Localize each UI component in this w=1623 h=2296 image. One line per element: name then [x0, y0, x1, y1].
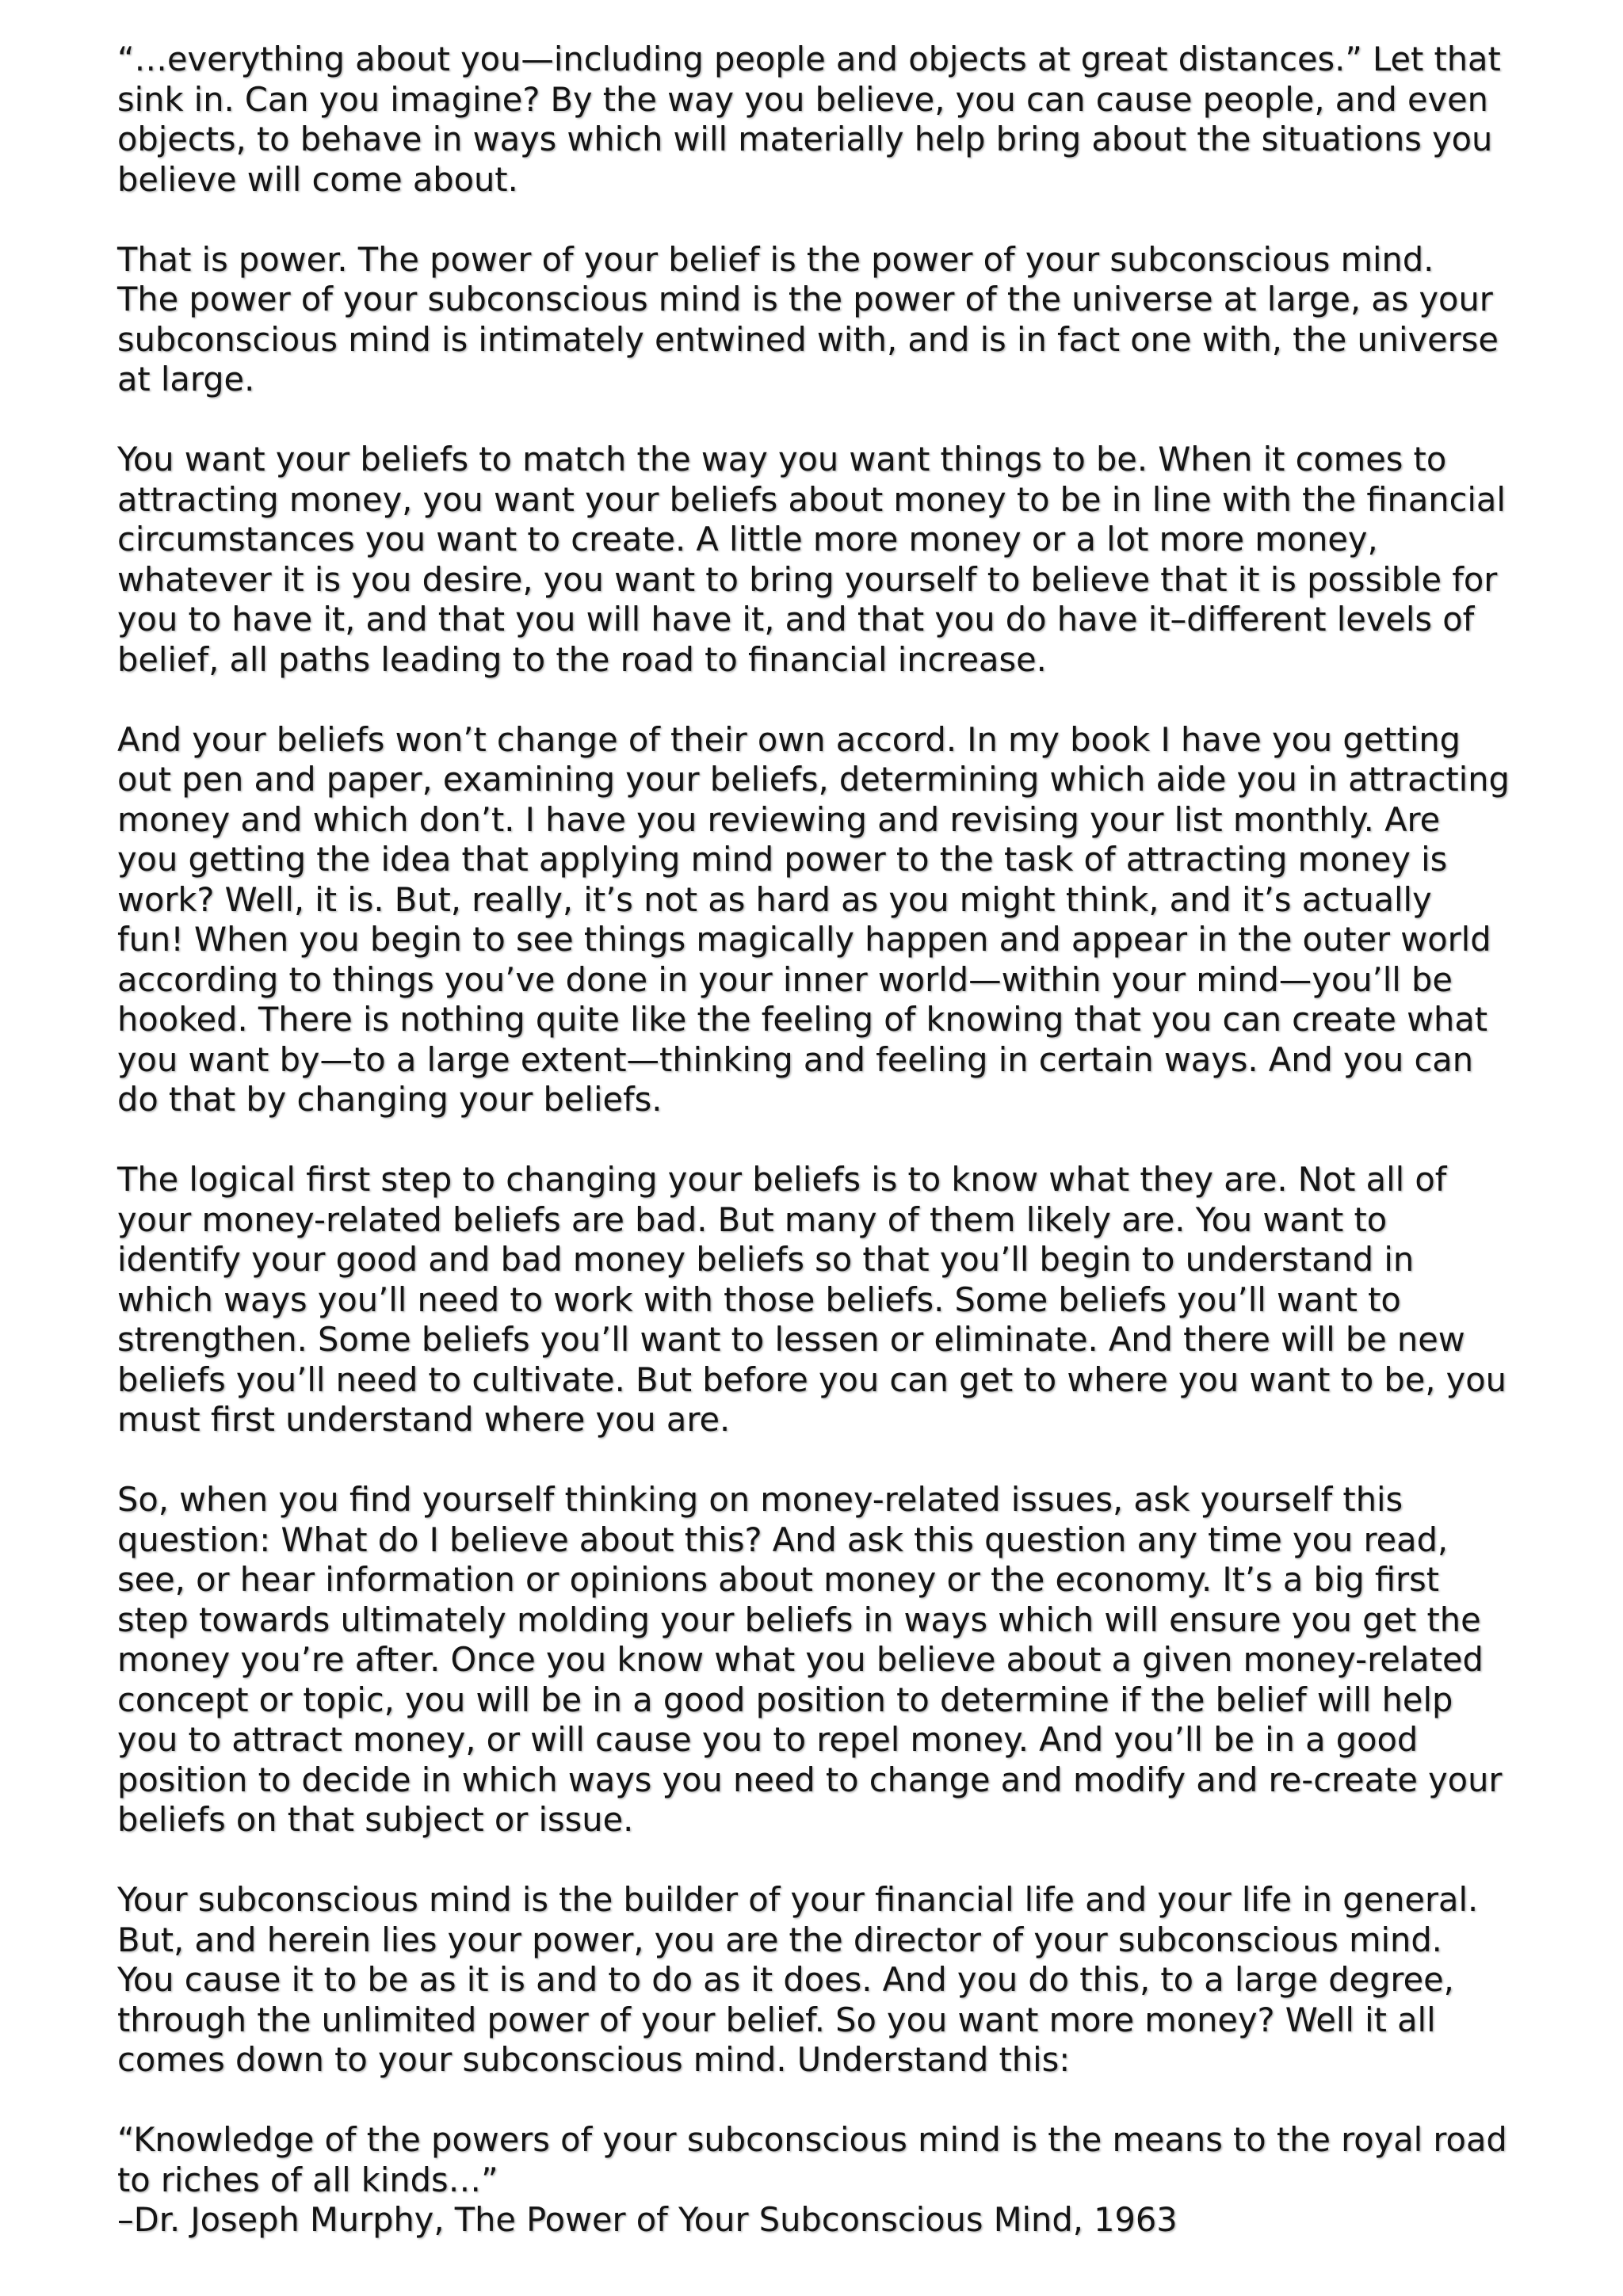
text-line: sink in. Can you imagine? By the way you believe, you can cause people, and even — [117, 79, 1488, 119]
text-line: You want your beliefs to match the way you want things to be. When it comes to — [117, 440, 1447, 479]
quote-attribution: –Dr. Joseph Murphy, The Power of Your Subconscious Mind, 1963 — [117, 2200, 1178, 2239]
text-line: The power of your subconscious mind is the power of the universe at large, as your — [117, 280, 1493, 318]
text-line: you to have it, and that you will have it, and that you do have it–different levels of — [117, 600, 1475, 639]
text-line: you to attract money, or will cause you to repel money. And you’ll be in a good — [117, 1720, 1419, 1759]
text-line: see, or hear information or opinions about money or the economy. It’s a big first — [117, 1560, 1439, 1599]
paragraph-1 — [117, 40, 1528, 200]
text-line: “…everything about you—including people and objects at great distances.” Let that — [117, 40, 1501, 78]
text-line: money and which don’t. I have you reviewing and revising your list monthly. Are — [117, 799, 1441, 839]
text-line: beliefs you’ll need to cultivate. But before you can get to where you want to be, you — [117, 1360, 1507, 1399]
text-line: objects, to behave in ways which will materially help bring about the situations you — [117, 120, 1493, 158]
text-line: subconscious mind is intimately entwined with, and is in fact one with, the universe — [117, 319, 1499, 359]
text-line: at large. — [117, 360, 255, 399]
text-line: concept or topic, you will be in a good position to determine if the belief will help — [117, 1680, 1453, 1719]
text-line: So, when you find yourself thinking on money-related issues, ask yourself this — [117, 1480, 1403, 1519]
text-line: through the unlimited power of your belief. So you want more money? Well it all — [117, 2000, 1436, 2039]
text-line: your money-related beliefs are bad. But many of them likely are. You want to — [117, 1199, 1388, 1239]
text-line: must first understand where you are. — [117, 1400, 731, 1439]
text-line: attracting money, you want your beliefs about money to be in line with the financial — [117, 479, 1506, 519]
text-line: you want by—to a large extent—thinking and feeling in certain ways. And you can — [117, 1039, 1474, 1079]
text-line: believe will come about. — [117, 159, 518, 199]
text-line: position to decide in which ways you need to change and modify and re-create your — [117, 1760, 1503, 1799]
text-line: Your subconscious mind is the builder of your financial life and your life in general. — [117, 1880, 1479, 1919]
paragraph-2 — [117, 240, 1528, 400]
text-line: But, and herein lies your power, you are the director of your subconscious mind. — [117, 1920, 1442, 1959]
text-line: according to things you’ve done in your inner world—within your mind—you’ll be — [117, 959, 1453, 999]
text-line: beliefs on that subject or issue. — [117, 1800, 634, 1839]
text-line: The logical first step to changing your beliefs is to know what they are. Not all of — [117, 1160, 1447, 1199]
text-line: That is power. The power of your belief is the power of your subconscious mind. — [117, 239, 1434, 279]
paragraph-4 — [117, 720, 1528, 1120]
quote-line: to riches of all kinds…” — [117, 2160, 498, 2199]
closing-quote — [117, 2120, 1528, 2241]
paragraph-5 — [117, 1160, 1528, 1440]
text-line: whatever it is you desire, you want to bring yourself to believe that it is possible for — [117, 559, 1498, 599]
paragraph-7 — [117, 1880, 1528, 2081]
text-line: step towards ultimately molding your beliefs in ways which will ensure you get the — [117, 1600, 1481, 1639]
text-line: identify your good and bad money beliefs so that you’ll begin to understand in — [117, 1240, 1415, 1279]
text-line: question: What do I believe about this? And ask this question any time you read, — [117, 1520, 1449, 1559]
text-line: strengthen. Some beliefs you’ll want to lessen or eliminate. And there will be new — [117, 1320, 1465, 1359]
text-line: work? Well, it is. But, really, it’s not as hard as you might think, and it’s actually — [117, 879, 1432, 919]
text-line: And your beliefs won’t change of their own accord. In my book I have you getting — [117, 719, 1461, 759]
quote-line: “Knowledge of the powers of your subconscious mind is the means to the royal road — [117, 2120, 1507, 2159]
text-line: do that by changing your beliefs. — [117, 1080, 663, 1119]
text-line: which ways you’ll need to work with those beliefs. Some beliefs you’ll want to — [117, 1280, 1401, 1319]
text-line: money you’re after. Once you know what you believe about a given money-related — [117, 1640, 1484, 1679]
text-line: You cause it to be as it is and to do as it does. And you do this, to a large degree, — [117, 1960, 1454, 1999]
paragraph-3 — [117, 440, 1528, 680]
document-page — [117, 40, 1528, 2241]
text-line: belief, all paths leading to the road to financial increase. — [117, 639, 1047, 679]
text-line: out pen and paper, examining your beliefs, determining which aide you in attracting — [117, 760, 1510, 799]
text-line: circumstances you want to create. A little more money or a lot more money, — [117, 520, 1378, 559]
paragraph-6 — [117, 1480, 1528, 1840]
text-line: hooked. There is nothing quite like the feeling of knowing that you can create what — [117, 1000, 1488, 1039]
text-line: comes down to your subconscious mind. Understand this: — [117, 2040, 1071, 2079]
text-line: you getting the idea that applying mind power to the task of attracting money is — [117, 840, 1448, 879]
text-line: fun! When you begin to see things magically happen and appear in the outer world — [117, 920, 1491, 959]
